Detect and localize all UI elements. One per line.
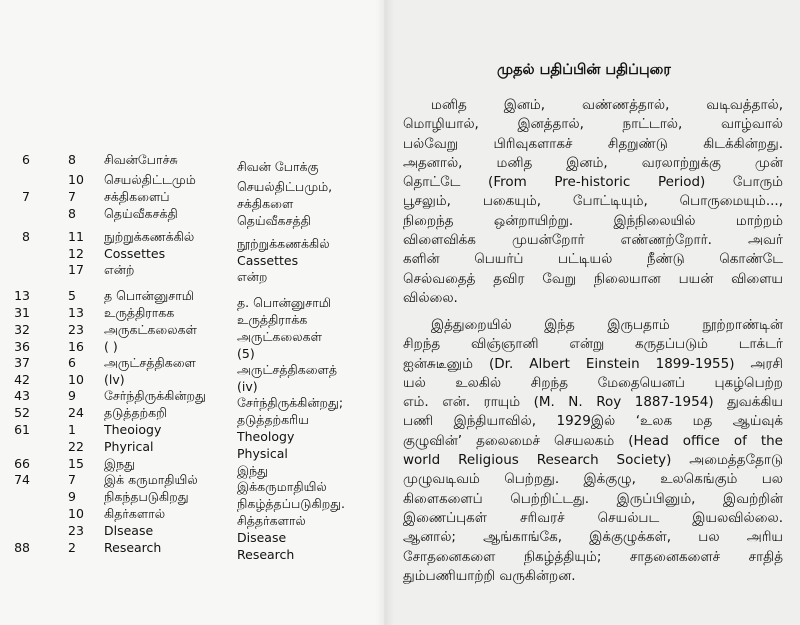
errata-line-cell: 10 — [68, 372, 84, 387]
errata-line-cell: 5 — [68, 288, 76, 303]
errata-line-cell: 2 — [68, 540, 76, 555]
preface-line: சோதனைகளை நிகழ்த்தியும்; சாதனைகளைச் சாதித் — [403, 548, 783, 565]
errata-wrong-cell: Research — [104, 540, 162, 555]
preface-line: வில்லை. — [403, 289, 458, 306]
errata-page-cell: 6 — [22, 152, 30, 167]
errata-correct-cell: சிவன் போக்கு — [237, 159, 319, 174]
errata-wrong-cell: Theoiogy — [104, 422, 162, 437]
errata-wrong-cell: ( ) — [104, 339, 118, 354]
errata-correct-cell: (5) — [237, 346, 255, 361]
errata-page-cell: 74 — [14, 472, 30, 487]
errata-correct-cell: செயல்திட்பமும், — [237, 179, 333, 194]
errata-row — [0, 262, 384, 284]
errata-row — [0, 439, 384, 461]
errata-line-cell: 7 — [68, 472, 76, 487]
errata-correct-cell: நூற்றுக்கணக்கில் — [237, 236, 330, 251]
preface-line: பல்வேறு பிரிவுகளாகச் சிதறுண்டு கிடக்கின்றது. — [403, 135, 783, 152]
errata-row — [0, 355, 384, 377]
errata-line-cell: 13 — [68, 305, 84, 320]
errata-row — [0, 422, 384, 444]
errata-table — [0, 0, 384, 625]
errata-row — [0, 305, 384, 327]
preface-line: தும்பணியாற்றி வருகின்றன. — [403, 567, 576, 584]
errata-correct-cell: இந்து — [237, 463, 269, 478]
errata-page-cell: 43 — [14, 388, 30, 403]
errata-correct-cell: சேர்ந்திருக்கின்றது; — [237, 395, 344, 410]
errata-correct-cell: Physical — [237, 446, 288, 461]
errata-row — [0, 172, 384, 194]
preface-line: குழுவின்’ தலைமைச் செயலகம் (Head office of the — [403, 432, 783, 449]
errata-correct-cell: சக்திகளை — [237, 196, 294, 211]
errata-line-cell: 12 — [68, 246, 84, 261]
errata-line-cell: 9 — [68, 388, 76, 403]
errata-page-cell: 31 — [14, 305, 30, 320]
errata-correct-cell: Theology — [237, 429, 295, 444]
errata-row — [0, 405, 384, 427]
errata-wrong-cell: நுற்றுக்கணக்கில் — [104, 229, 195, 244]
errata-page-cell: 13 — [14, 288, 30, 303]
errata-wrong-cell: இக் கருமாதியில் — [104, 472, 198, 487]
errata-row — [0, 506, 384, 528]
errata-correct-cell: உருத்திராக்க — [237, 312, 308, 327]
preface-line: இத்துறையில் இந்த இருபதாம் நூற்றாண்டின் — [431, 317, 783, 333]
errata-wrong-cell: Cossettes — [104, 246, 166, 261]
errata-line-cell: 22 — [68, 439, 84, 454]
errata-correct-cell: Research — [237, 547, 295, 562]
errata-line-cell: 6 — [68, 355, 76, 370]
errata-line-cell: 24 — [68, 405, 84, 420]
preface-line: கிளைகளைப் பெற்றிட்டது. இருப்பினும், இவற்றின் — [403, 490, 783, 507]
errata-wrong-cell: Phyrical — [104, 439, 154, 454]
errata-page-cell: 52 — [14, 405, 30, 420]
errata-row — [0, 523, 384, 545]
errata-row — [0, 189, 384, 211]
preface-line: விளைவிக்க முயன்றோர் எண்ணற்றோர். அவர் — [403, 232, 783, 249]
errata-line-cell: 7 — [68, 189, 76, 204]
preface-line: world Religious Research Society) அமைத்ததோடு — [403, 452, 783, 469]
preface-line: இணைப்புகள் சரிவரச் செயல்பட இயலவில்லை. — [403, 509, 783, 526]
errata-row — [0, 288, 384, 310]
errata-line-cell: 16 — [68, 339, 84, 354]
errata-wrong-cell: தடுத்தற்கறி — [104, 405, 167, 420]
errata-wrong-cell: தெய்வீகசக்தி — [104, 206, 178, 221]
preface-paragraph-2 — [403, 316, 783, 586]
errata-wrong-cell: அருட்சத்திகளை — [104, 355, 196, 370]
errata-page-cell: 61 — [14, 422, 30, 437]
errata-wrong-cell: (lv) — [104, 372, 125, 387]
errata-line-cell: 9 — [68, 489, 76, 504]
preface-line: தொட்டே (From Pre-historic Period) போரும் — [403, 174, 783, 191]
preface-line: ஆனால்; ஆங்காங்கே, இக்குழுக்கள், பல அரிய — [403, 529, 783, 546]
errata-page-cell: 37 — [14, 355, 30, 370]
errata-correct-cell: நிகழ்த்தப்படுகிறது. — [237, 496, 346, 511]
errata-line-cell: 10 — [68, 506, 84, 521]
errata-line-cell: 11 — [68, 229, 84, 244]
errata-row — [0, 472, 384, 494]
errata-page-cell: 66 — [14, 456, 30, 471]
left-page-errata — [0, 0, 384, 625]
preface-line: யல் உலகில் சிறந்த மேதையெனப் புகழ்பெற்ற — [403, 374, 783, 391]
errata-wrong-cell: சிவன்போச்சு — [104, 152, 178, 167]
errata-line-cell: 17 — [68, 262, 84, 277]
errata-line-cell: 15 — [68, 456, 84, 471]
errata-wrong-cell: இநது — [104, 456, 136, 471]
preface-line: நிறைந்த ஒன்றாயிற்று. இந்நிலையில் மாற்றம் — [403, 212, 783, 229]
errata-wrong-cell: கிதர்களால் — [104, 506, 166, 521]
errata-row — [0, 229, 384, 251]
errata-row — [0, 206, 384, 228]
errata-page-cell: 36 — [14, 339, 30, 354]
errata-correct-cell: Disease — [237, 530, 287, 545]
errata-line-cell: 8 — [68, 206, 76, 221]
errata-wrong-cell: உருத்திராகக — [104, 305, 175, 320]
errata-page-cell: 7 — [22, 189, 30, 204]
errata-line-cell: 23 — [68, 523, 84, 538]
errata-line-cell: 10 — [68, 172, 84, 187]
errata-wrong-cell: செயல்திட்டமும் — [104, 172, 196, 187]
errata-page-cell: 8 — [22, 229, 30, 244]
errata-page-cell: 88 — [14, 540, 30, 555]
errata-line-cell: 1 — [68, 422, 76, 437]
preface-line: செல்வதைத் தவிர வேறு நிலையான பயன் விளைய — [403, 270, 783, 287]
errata-row — [0, 388, 384, 410]
preface-title: முதல் பதிப்பின் பதிப்புரை — [497, 62, 671, 78]
errata-correct-cell: என்ற — [237, 269, 268, 284]
errata-wrong-cell: சக்திகளைப் — [104, 189, 170, 204]
book-gutter — [376, 0, 394, 625]
errata-row — [0, 152, 384, 174]
preface-line: முழுவடிவம் பெற்றது. இக்குழு, உலகெங்கும் பல — [403, 471, 783, 488]
preface-line: அதனால், மனித இனம், வரலாற்றுக்கு முன் — [403, 154, 783, 171]
preface-line: சிறந்த விஞ்ஞானி என்று கருதப்படும் டாக்டர் — [403, 336, 783, 353]
errata-wrong-cell: சேர்ந்திருக்கின்றது — [104, 388, 206, 403]
errata-line-cell: 8 — [68, 152, 76, 167]
preface-line: பூசலும், பகையும், போட்டியும், பொருமையும்..., — [403, 193, 783, 210]
errata-page-cell: 32 — [14, 322, 30, 337]
errata-line-cell: 23 — [68, 322, 84, 337]
preface-line: மனித இனம், வண்ணத்தால், வடிவத்தால், — [431, 97, 783, 113]
errata-correct-cell: தெய்வீகசத்தி — [237, 213, 311, 228]
errata-correct-cell: தடுத்தற்கரிய — [237, 412, 309, 427]
errata-row — [0, 322, 384, 344]
errata-correct-cell: அருட்கலைகள் — [237, 329, 322, 344]
preface-line: ஐன்சுடீனும் (Dr. Albert Einstein 1899-1955) அரசி — [403, 355, 783, 372]
errata-wrong-cell: என்ற் — [104, 262, 135, 277]
errata-wrong-cell: நிகந்தபடுகிறது — [104, 489, 189, 504]
preface-paragraph-1 — [403, 96, 783, 308]
errata-page-cell: 42 — [14, 372, 30, 387]
errata-correct-cell: (iv) — [237, 379, 258, 394]
preface-line: பணி இந்தியாவில், 1929இல் ‘உலக மத ஆய்வுக் — [403, 413, 783, 430]
errata-correct-cell: Cassettes — [237, 253, 299, 268]
errata-wrong-cell: Dlsease — [104, 523, 154, 538]
errata-correct-cell: இக்கருமாதியில் — [237, 479, 327, 494]
errata-correct-cell: சித்தர்களால் — [237, 513, 306, 528]
errata-correct-cell: அருட்சத்திகளைத் — [237, 362, 337, 377]
errata-row — [0, 489, 384, 511]
preface-line: மொழியால், இனத்தால், நாட்டால், வாழ்வால் — [403, 116, 783, 133]
errata-row — [0, 540, 384, 562]
errata-wrong-cell: த பொன்னுசாமி — [104, 288, 195, 303]
errata-wrong-cell: அருகட்கலைகள் — [104, 322, 197, 337]
preface-line: எம். என். ராயும் (M. N. Roy 1887-1954) துவக்கிய — [403, 394, 783, 411]
errata-correct-cell: த. பொன்னுசாமி — [237, 295, 332, 310]
preface-line: களின் பெயர்ப் பட்டியல் நீண்டு கொண்டே — [403, 251, 783, 268]
